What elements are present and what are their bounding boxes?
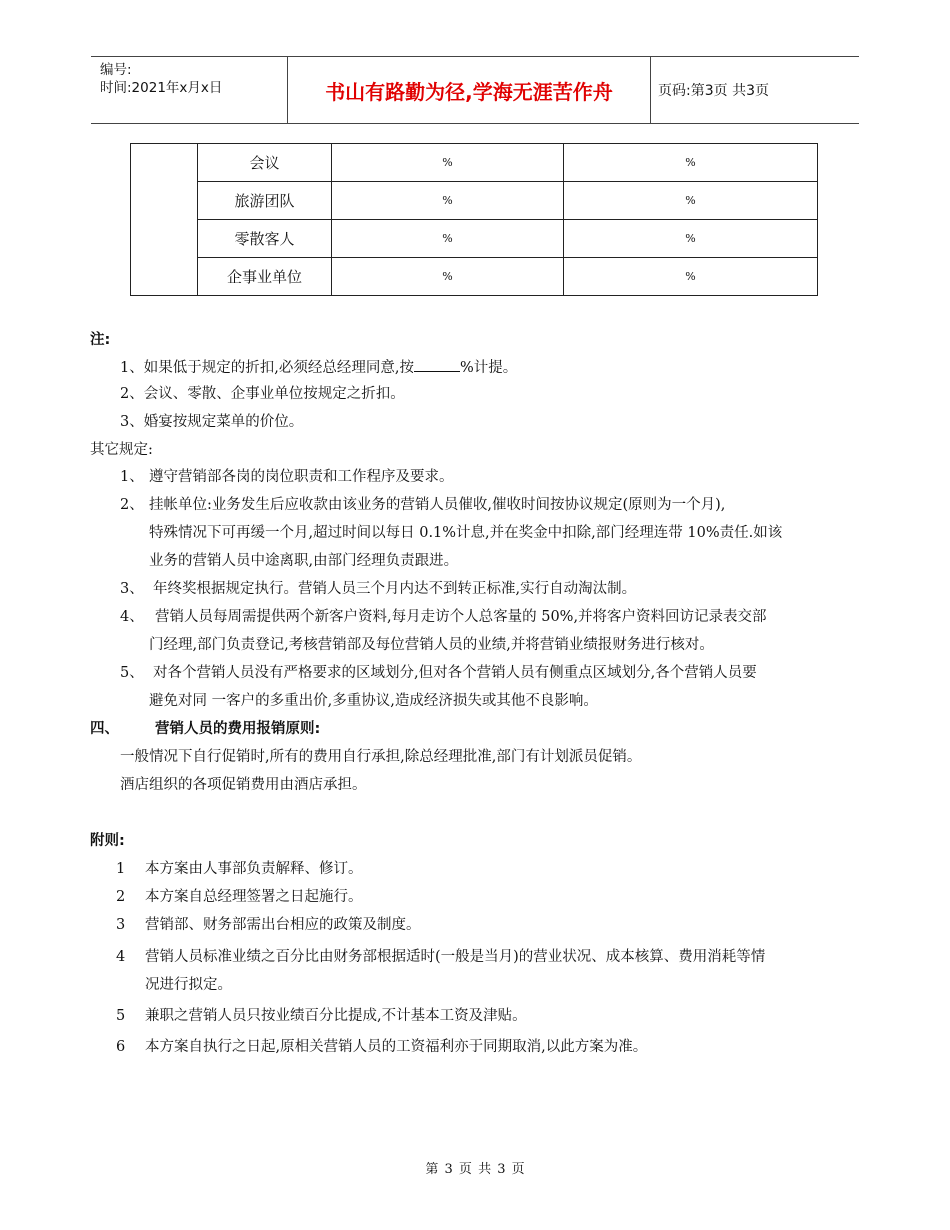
table-row [131,182,818,220]
footer-total-pages: 3 [497,1162,506,1177]
rule-4-line-1: 营销人员每周需提供两个新客户资料,每月走访个人总客量的 50%,并将客户资料回访记录表交部 [155,609,767,625]
table-cell-category: 旅游团队 [198,182,332,220]
rule-4-number: 4、 [120,609,144,625]
time-label: 时间:2021年x月x日 [100,80,223,96]
page-footer [0,1158,950,1177]
section-4-number: 四、 [90,721,119,737]
table-row [131,258,818,296]
table-row [131,144,818,182]
section-4-paragraph-2: 酒店组织的各项促销费用由酒店承担。 [120,777,367,793]
table-cell-category: 零散客人 [198,220,332,258]
appendix-item-text: 本方案自执行之日起,原相关营销人员的工资福利亦于同期取消,以此方案为准。 [145,1039,648,1055]
header-meta [91,57,287,123]
page-header [91,56,859,124]
rule-2-line-1: 挂帐单位:业务发生后应收款由该业务的营销人员催收,催收时间按协议规定(原则为一个月), [149,497,726,513]
rule-3-number: 3、 [120,581,144,597]
rule-4-line-2: 门经理,部门负责登记,考核营销部及每位营销人员的业绩,并将营销业绩报财务进行核对。 [149,637,714,653]
table-cell-percent: % [564,144,818,182]
section-4-paragraph-1: 一般情况下自行促销时,所有的费用自行承担,除总经理批准,部门有计划派员促销。 [120,749,642,765]
header-page-info: 页码:第3页 共3页 [658,83,769,99]
rule-1-text: 遵守营销部各岗的岗位职责和工作程序及要求。 [149,469,454,485]
number-label: 编号: [100,62,132,78]
header-motto: 书山有路勤为径,学海无涯苦作舟 [287,57,651,123]
table-row [131,220,818,258]
table-cell-percent: % [332,220,564,258]
rule-5-line-1: 对各个营销人员没有严格要求的区域划分,但对各个营销人员有侧重点区域划分,各个营销人员要 [153,665,757,681]
table-cell-percent: % [564,220,818,258]
table-cell-percent: % [332,144,564,182]
rule-5-number: 5、 [120,665,144,681]
appendix-item-text: 兼职之营销人员只按业绩百分比提成,不计基本工资及津贴。 [145,1008,527,1024]
footer-ye: 页 [458,1162,472,1177]
table-cell-percent: % [564,258,818,296]
rule-2-line-3: 业务的营销人员中途离职,由部门经理负责跟进。 [149,553,459,569]
appendix-item-number: 1 [116,861,126,877]
appendix-item-text: 本方案由人事部负责解释、修订。 [145,861,363,877]
appendix-item-number: 5 [116,1008,126,1024]
appendix-item-text: 营销人员标准业绩之百分比由财务部根据适时(一般是当月)的营业状况、成本核算、费用消耗等情 [145,949,766,965]
other-rules-title: 其它规定: [90,442,153,458]
note-item-2: 2、会议、零散、企事业单位按规定之折扣。 [120,386,405,402]
appendix-item-number: 6 [116,1039,126,1055]
note-item-1-post: %计提。 [459,360,518,376]
fill-in-blank [414,357,460,372]
appendix-item-text: 营销部、财务部需出台相应的政策及制度。 [145,917,421,933]
rule-2-number: 2、 [120,497,144,513]
rule-1-number: 1、 [120,469,144,485]
appendix-item-number: 3 [116,917,126,933]
note-item-3: 3、婚宴按规定菜单的价位。 [120,414,304,430]
footer-ye: 页 [511,1162,525,1177]
table-cell-percent: % [332,182,564,220]
table-cell-category: 会议 [198,144,332,182]
appendix-item-text: 本方案自总经理签署之日起施行。 [145,889,363,905]
table-cell-percent: % [564,182,818,220]
table-cell-percent: % [332,258,564,296]
appendix-title: 附则: [90,833,125,849]
note-item-1-pre: 1、如果低于规定的折扣,必须经总经理同意,按 [120,360,414,376]
footer-page-number: 3 [444,1162,453,1177]
table-blank-cell [131,144,198,296]
appendix-item-number: 2 [116,889,126,905]
notes-title: 注: [90,332,111,348]
note-item-1 [120,357,517,378]
appendix-item-number: 4 [116,949,126,965]
footer-di: 第 [425,1162,439,1177]
section-4-title: 营销人员的费用报销原则: [155,721,321,737]
footer-gong: 共 [478,1162,492,1177]
appendix-item-continuation: 况进行拟定。 [145,977,232,993]
rule-3-text: 年终奖根据规定执行。营销人员三个月内达不到转正标准,实行自动淘汰制。 [153,581,637,597]
table-cell-category: 企事业单位 [198,258,332,296]
rule-5-line-2: 避免对同 一客户的多重出价,多重协议,造成经济损失或其他不良影响。 [149,693,598,709]
rule-2-line-2: 特殊情况下可再缓一个月,超过时间以每日 0.1%计息,并在奖金中扣除,部门经理连带 10%责任.如该 [149,525,783,541]
discount-table [130,143,818,296]
